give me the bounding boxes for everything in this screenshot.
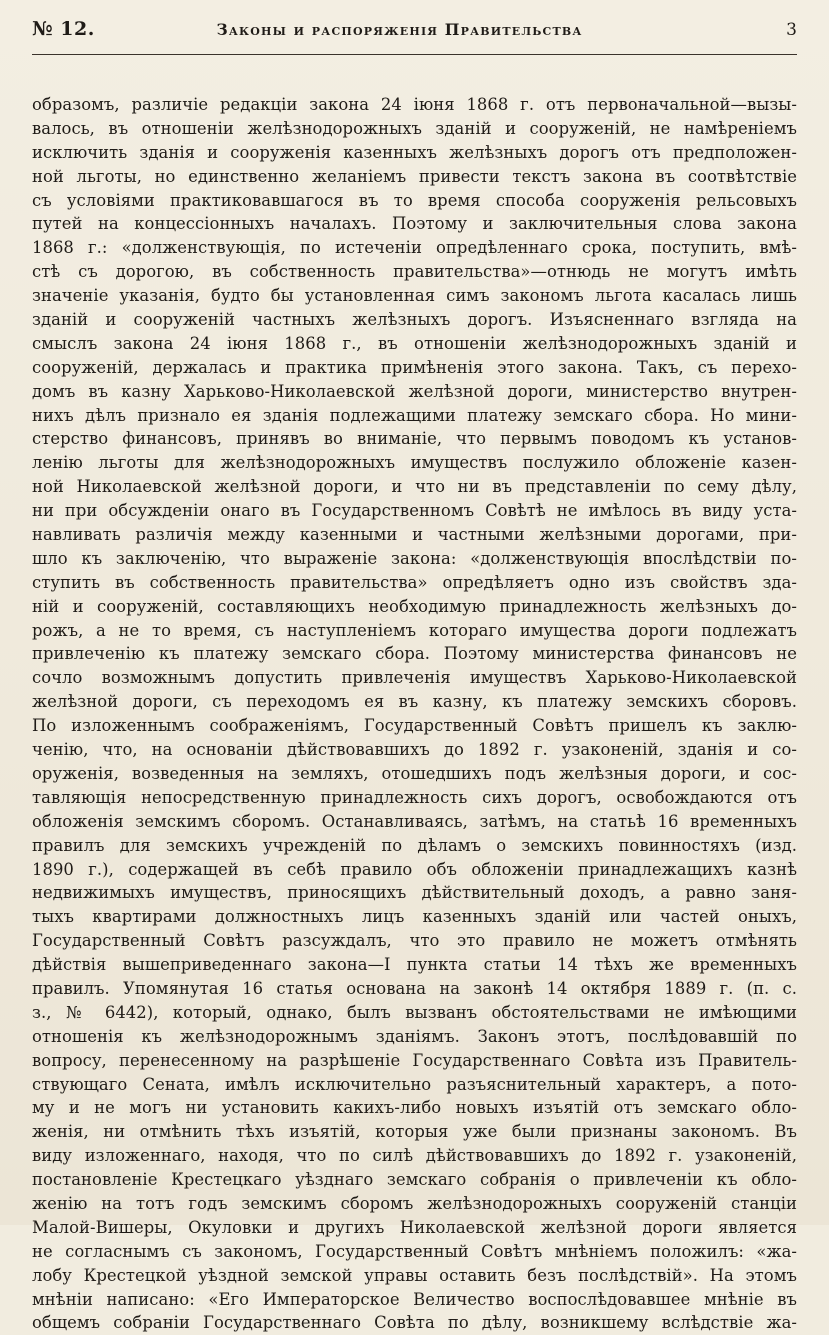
text-line: ченію, что, на основаніи дѣйствовавшихъ до 1892 г. узаконеній, зданія и со- [32, 740, 797, 760]
text-line: сооруженій, держалась и практика примѣненія этого закона. Такъ, съ перехо- [32, 357, 797, 377]
text-line: вопросу, перенесенному на разрѣшеніе Государственнаго Совѣта изъ Правитель- [32, 1050, 797, 1070]
text-line: 1868 г.: «долженствующія, по истеченіи опредѣленнаго срока, поступить, вмѣ- [32, 238, 797, 258]
text-line: не согласнымъ съ закономъ, Государственный Совѣтъ мнѣніемъ положилъ: «жа- [32, 1241, 797, 1261]
text-line: женію на тотъ годъ земскимъ сборомъ желѣзнодорожныхъ сооруженій станціи [32, 1193, 797, 1213]
text-line: рожъ, а не то время, съ наступленіемъ котораго имущества дороги подлежатъ [32, 620, 797, 640]
text-line: образомъ, различіе редакціи закона 24 іюня 1868 г. отъ первоначальной—вызы- [32, 95, 797, 114]
text-line: ной Николаевской желѣзной дороги, и что ни въ представленіи по сему дѣлу, [32, 477, 797, 497]
running-title: Законы и распоряженія Правительства [216, 20, 583, 39]
text-line: Малой-Вишеры, Окуловки и другихъ Николаевской желѣзной дороги является [32, 1217, 797, 1237]
text-line: желѣзной дороги, съ переходомъ ея въ казну, къ платежу земскихъ сборовъ. [32, 692, 797, 712]
text-line: навливать различія между казенными и частными желѣзными дорогами, при- [32, 525, 797, 545]
text-line: недвижимыхъ имуществъ, приносящихъ дѣйствительный доходъ, а равно заня- [32, 883, 797, 903]
text-line: з., № 6442), который, однако, былъ вызванъ обстоятельствами не имѣющими [32, 1002, 797, 1022]
text-line: виду изложеннаго, находя, что по силѣ дѣйствовавшихъ до 1892 г. узаконеній, [32, 1146, 797, 1166]
text-line: исключить зданія и сооруженія казенныхъ желѣзныхъ дорогъ отъ предположен- [32, 142, 797, 162]
text-line: обложенія земскимъ сборомъ. Останавливаясь, затѣмъ, на статьѣ 16 временныхъ [32, 811, 797, 831]
issue-number: № 12. [32, 18, 95, 40]
text-line: ленію льготы для желѣзнодорожныхъ имуществъ послужило обложеніе казен- [32, 453, 797, 473]
text-line: оруженія, возведенныя на земляхъ, отошедшихъ подъ желѣзныя дороги, и сос- [32, 763, 797, 783]
text-line: ни при обсужденіи онаго въ Государственномъ Совѣтѣ не имѣлось въ виду уста- [32, 501, 797, 521]
text-line: женія, ни отмѣнить тѣхъ изъятій, которыя уже были признаны закономъ. Въ [32, 1122, 797, 1142]
text-line: съ условіями практиковавшагося въ то время способа сооруженія рельсовыхъ [32, 190, 797, 210]
page-number: 3 [786, 20, 797, 40]
text-line: По изложеннымъ соображеніямъ, Государственный Совѣтъ пришелъ къ заклю- [32, 716, 797, 736]
text-line: правилъ. Упомянутая 16 статья основана на законѣ 14 октября 1889 г. (п. с. [32, 978, 797, 998]
text-line: тыхъ квартирами должностныхъ лицъ казенныхъ зданій или частей оныхъ, [32, 907, 797, 927]
text-line: валось, въ отношеніи желѣзнодорожныхъ зданій и сооруженій, не намѣреніемъ [32, 118, 797, 138]
text-line: ступить въ собственность правительства» опредѣляетъ одно изъ свойствъ зда- [32, 572, 797, 592]
page-header [32, 18, 797, 55]
text-line: стѣ съ дорогою, въ собственность правительства»—отнюдь не могутъ имѣть [32, 262, 797, 282]
text-line: тавляющія непосредственную принадлежность сихъ дорогъ, освобождаются отъ [32, 787, 797, 807]
text-line: значеніе указанія, будто бы установленная симъ закономъ льгота касалась лишь [32, 286, 797, 306]
text-line: смыслъ закона 24 іюня 1868 г., въ отношеніи желѣзнодорожныхъ зданій и [32, 333, 797, 353]
text-line: отношенія къ желѣзнодорожнымъ зданіямъ. Законъ этотъ, послѣдовавшій по [32, 1026, 797, 1046]
text-line: путей на концессіонныхъ началахъ. Поэтому и заключительныя слова закона [32, 214, 797, 234]
body-text [32, 93, 797, 1335]
text-line: зданій и сооруженій частныхъ желѣзныхъ дорогъ. Изъясненнаго взгляда на [32, 310, 797, 330]
text-line: правилъ для земскихъ учрежденій по дѣламъ о земскихъ повинностяхъ (изд. [32, 835, 797, 855]
text-line: нихъ дѣлъ признало ея зданія подлежащими платежу земскаго сбора. Но мини- [32, 405, 797, 425]
text-line: лобу Крестецкой уѣздной земской управы оставить безъ послѣдствій». На этомъ [32, 1265, 797, 1285]
text-line: ній и сооруженій, составляющихъ необходимую принадлежность желѣзныхъ до- [32, 596, 797, 616]
text-line: ствующаго Сената, имѣлъ исключительно разъяснительный характеръ, а пото- [32, 1074, 797, 1094]
text-line: шло къ заключенію, что выраженіе закона: «долженствующія впослѣдствіи по- [32, 548, 797, 568]
text-line: дѣйствія вышеприведеннаго закона—I пункта статьи 14 тѣхъ же временныхъ [32, 955, 797, 975]
text-line: му и не могъ ни установить какихъ-либо новыхъ изъятій отъ земскаго обло- [32, 1098, 797, 1118]
text-line: домъ въ казну Харьково-Николаевской желѣзной дороги, министерство внутрен- [32, 381, 797, 401]
text-line: стерство финансовъ, принявъ во вниманіе, что первымъ поводомъ къ установ- [32, 429, 797, 449]
text-line: ной льготы, но единственно желаніемъ привести текстъ закона въ соотвѣтствіе [32, 166, 797, 186]
text-line: 1890 г.), содержащей въ себѣ правило объ обложеніи принадлежащихъ казнѣ [32, 859, 797, 879]
text-line: общемъ собраніи Государственнаго Совѣта по дѣлу, возникшему вслѣдствіе жа- [32, 1313, 797, 1333]
text-line: постановленіе Крестецкаго уѣзднаго земскаго собранія о привлеченіи къ обло- [32, 1170, 797, 1190]
text-line: сочло возможнымъ допустить привлеченія имуществъ Харьково-Николаевской [32, 668, 797, 688]
text-line: Государственный Совѣтъ разсуждалъ, что это правило не можетъ отмѣнять [32, 931, 797, 951]
text-line: мнѣніи написано: «Его Императорское Величество воспослѣдовавшее мнѣніе въ [32, 1289, 797, 1309]
text-line: привлеченію къ платежу земскаго сбора. Поэтому министерства финансовъ не [32, 644, 797, 664]
